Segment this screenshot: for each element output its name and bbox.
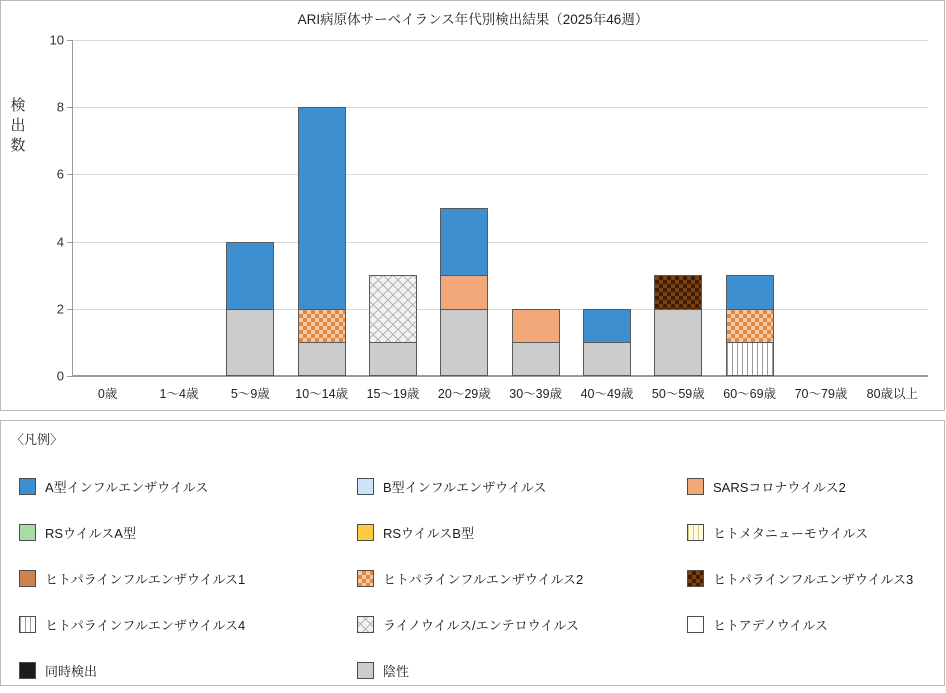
legend-item[interactable]	[357, 615, 687, 634]
bar-column	[429, 40, 500, 376]
legend-swatch-rhino	[357, 616, 374, 633]
legend-item[interactable]	[19, 477, 357, 496]
x-axis-tick-label: 40〜49歳	[580, 387, 634, 401]
x-axis-tick-label: 80歳以上	[866, 387, 919, 401]
x-axis-tick-label: 30〜39歳	[509, 387, 563, 401]
bar-segment[interactable]	[726, 309, 774, 343]
legend-item[interactable]	[19, 523, 357, 542]
bar-series	[72, 40, 928, 376]
bar-segment[interactable]	[440, 309, 488, 376]
bar-column	[143, 40, 214, 376]
bar-column	[500, 40, 571, 376]
bar-segment[interactable]	[298, 342, 346, 376]
legend-label: ヒトパラインフルエンザウイルス3	[713, 571, 914, 587]
legend-item[interactable]	[357, 661, 687, 680]
legend-swatch-fluA	[19, 478, 36, 495]
legend-row	[19, 555, 929, 601]
legend-item[interactable]	[687, 523, 927, 542]
bar-segment[interactable]	[726, 342, 774, 376]
bar-segment[interactable]	[226, 242, 274, 309]
x-axis-tick-label: 10〜14歳	[295, 387, 349, 401]
bar-stack[interactable]	[440, 208, 488, 376]
legend-swatch-neg	[357, 662, 374, 679]
bar-stack[interactable]	[369, 275, 417, 376]
chart-title: ARI病原体サーベイランス年代別検出結果（2025年46週）	[297, 12, 649, 27]
bar-segment[interactable]	[512, 342, 560, 376]
legend-label: RSウイルスB型	[383, 525, 474, 541]
legend-item[interactable]	[687, 615, 927, 634]
legend-swatch-piv4	[19, 616, 36, 633]
legend-label: ライノウイルス/エンテロウイルス	[383, 617, 579, 633]
legend-title: 〈凡例〉	[11, 432, 64, 447]
bar-stack[interactable]	[298, 107, 346, 376]
legend-swatch-sars2	[687, 478, 704, 495]
x-axis-tick-label: 60〜69歳	[723, 387, 777, 401]
legend-row	[19, 463, 929, 509]
bar-segment[interactable]	[369, 342, 417, 376]
legend-item[interactable]	[357, 569, 687, 588]
plot-area	[49, 32, 928, 401]
legend-label: ヒトパラインフルエンザウイルス1	[45, 571, 246, 587]
y-axis-label-text: 検出数	[10, 97, 26, 154]
x-axis-tick-label: 5〜9歳	[230, 387, 270, 401]
bar-segment[interactable]	[654, 309, 702, 376]
legend-label: ヒトパラインフルエンザウイルス2	[383, 571, 584, 587]
legend-row	[19, 647, 929, 693]
legend-item[interactable]	[687, 477, 927, 496]
bar-stack[interactable]	[583, 309, 631, 376]
legend-item[interactable]	[357, 523, 687, 542]
bar-column	[357, 40, 428, 376]
bar-column	[714, 40, 785, 376]
bar-stack[interactable]	[654, 275, 702, 376]
legend-swatch-fluB	[357, 478, 374, 495]
legend-label: ヒトパラインフルエンザウイルス4	[45, 617, 246, 633]
legend-label: 同時検出	[45, 663, 98, 679]
legend-panel	[0, 420, 945, 686]
y-axis-tick-mark	[67, 376, 72, 377]
y-axis-tick-label: 0	[56, 368, 64, 384]
x-axis-tick-label: 70〜79歳	[794, 387, 848, 401]
bar-segment[interactable]	[369, 275, 417, 342]
legend-label: ヒトアデノウイルス	[713, 617, 828, 633]
legend-item[interactable]	[357, 477, 687, 496]
y-axis-tick-label: 6	[56, 166, 64, 182]
gridline	[72, 376, 928, 377]
y-axis-tick-label: 4	[56, 234, 64, 250]
legend-swatch-rsvB	[357, 524, 374, 541]
y-axis-tick-label: 8	[56, 99, 64, 115]
legend-label: B型インフルエンザウイルス	[383, 479, 547, 495]
legend-swatch-adeno	[687, 616, 704, 633]
legend-label: SARSコロナウイルス2	[713, 479, 846, 495]
legend-label: A型インフルエンザウイルス	[45, 479, 209, 495]
bar-segment[interactable]	[583, 309, 631, 343]
legend-swatch-rsvA	[19, 524, 36, 541]
legend-label: ヒトメタニューモウイルス	[713, 525, 869, 541]
legend-grid	[19, 463, 929, 693]
legend-label: RSウイルスA型	[45, 525, 136, 541]
legend-row	[19, 509, 929, 555]
bar-segment[interactable]	[440, 275, 488, 309]
y-axis-label	[8, 96, 28, 156]
legend-swatch-piv3	[687, 570, 704, 587]
legend-item[interactable]	[19, 569, 357, 588]
bar-segment[interactable]	[583, 342, 631, 376]
bar-column	[785, 40, 856, 376]
bar-column	[571, 40, 642, 376]
legend-row	[19, 601, 929, 647]
x-axis-tick-label: 0歳	[97, 387, 118, 401]
bar-stack[interactable]	[726, 275, 774, 376]
bar-segment[interactable]	[298, 309, 346, 343]
bar-column	[72, 40, 143, 376]
bar-segment[interactable]	[440, 208, 488, 275]
legend-swatch-hmpv	[687, 524, 704, 541]
y-axis-tick-label: 2	[56, 301, 64, 317]
bar-column	[215, 40, 286, 376]
bar-stack[interactable]	[226, 242, 274, 376]
bar-segment[interactable]	[298, 107, 346, 309]
legend-item[interactable]	[19, 615, 357, 634]
x-axis-tick-label: 1〜4歳	[159, 387, 199, 401]
legend-label: 陰性	[383, 663, 410, 679]
bar-segment[interactable]	[654, 275, 702, 309]
bar-segment[interactable]	[512, 309, 560, 343]
x-axis-tick-label: 50〜59歳	[651, 387, 705, 401]
bar-segment[interactable]	[726, 275, 774, 309]
x-axis-tick-label: 20〜29歳	[437, 387, 491, 401]
bar-column	[643, 40, 714, 376]
bar-column	[857, 40, 928, 376]
legend-swatch-piv2	[357, 570, 374, 587]
legend-swatch-co	[19, 662, 36, 679]
bar-segment[interactable]	[226, 309, 274, 376]
y-axis-tick-label: 10	[49, 32, 64, 48]
legend-item[interactable]	[19, 661, 357, 680]
x-axis-tick-label: 15〜19歳	[366, 387, 420, 401]
legend-swatch-piv1	[19, 570, 36, 587]
bar-column	[286, 40, 357, 376]
bar-stack[interactable]	[512, 309, 560, 376]
legend-item[interactable]	[687, 569, 927, 588]
